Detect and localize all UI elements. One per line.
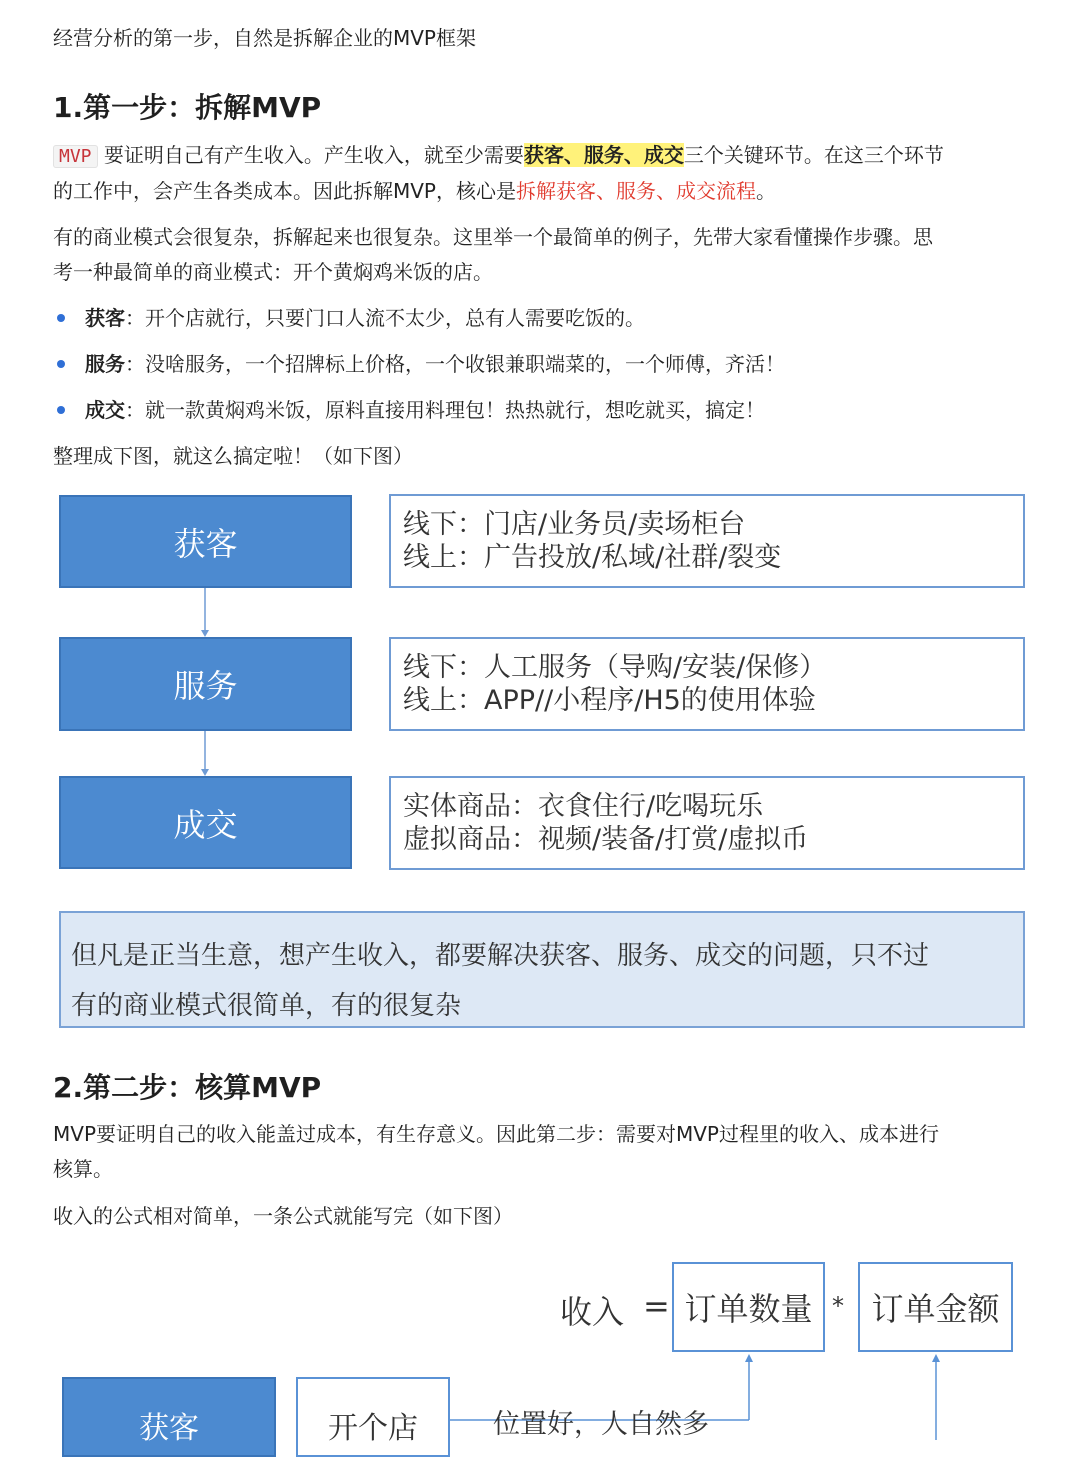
section2-paragraph2: 收入的公式相对简单，一条公式就能写完（如下图） bbox=[53, 1204, 513, 1228]
formula-note-location: 位置好，人自然多 bbox=[493, 1409, 709, 1440]
bullet-label: 获客 bbox=[85, 306, 125, 330]
formula-lhs: 收入 bbox=[560, 1293, 625, 1331]
s2-p1-line1: MVP要证明自己的收入能盖过成本，有生存意义。因此第二步：需要对MVP过程里的收入、成本进行 bbox=[53, 1122, 939, 1146]
detail-line2: 线上：APP//小程序/H5的使用体验 bbox=[403, 685, 816, 716]
flow-box-label: 获客 bbox=[173, 524, 238, 563]
formula-multiply: * bbox=[832, 1292, 844, 1320]
core-red-text: 拆解获客、服务、成交流程 bbox=[516, 179, 756, 203]
bullet-text: ：就一款黄焖鸡米饭，原料直接用料理包！热热就行，想吃就买，搞定！ bbox=[125, 398, 765, 422]
summary-note-box bbox=[59, 911, 1025, 1028]
p1-text-b: 三个关键环节。在这三个环节 bbox=[683, 143, 944, 167]
mvp-code-tag: MVP bbox=[53, 145, 98, 168]
flow-box-deal bbox=[59, 776, 352, 869]
flow-box-service bbox=[59, 637, 352, 731]
detail-box-service bbox=[389, 637, 1025, 731]
detail-box-acquisition bbox=[389, 494, 1025, 588]
key-steps-highlight: 获客、服务、成交 bbox=[523, 143, 684, 167]
formula-box-order-count bbox=[672, 1262, 825, 1352]
p1-text-a: 要证明自己有产生收入。产生收入，就至少需要 bbox=[97, 143, 524, 167]
detail-line1: 线下：门店/业务员/卖场柜台 bbox=[403, 509, 746, 540]
formula-box-label: 开个店 bbox=[328, 1411, 418, 1446]
bullet-text: ：开个店就行，只要门口人流不太少，总有人需要吃饭的。 bbox=[125, 306, 645, 330]
p1-text-d: 。 bbox=[756, 179, 776, 203]
formula-box-acquisition bbox=[62, 1377, 276, 1457]
formula-box-order-amount bbox=[858, 1262, 1013, 1352]
section1-heading: 1.第一步：拆解MVP bbox=[53, 91, 322, 124]
formula-box-open-store bbox=[296, 1377, 450, 1457]
note-line2: 有的商业模式很简单，有的很复杂 bbox=[71, 991, 462, 1021]
detail-line2: 虚拟商品：视频/装备/打赏/虚拟币 bbox=[403, 824, 809, 855]
p1-text-c: 的工作中，会产生各类成本。因此拆解MVP，核心是 bbox=[53, 179, 516, 203]
section1-paragraph3: 整理成下图，就这么搞定啦！（如下图） bbox=[53, 444, 413, 468]
section2-heading: 2.第二步：核算MVP bbox=[53, 1071, 322, 1104]
bullet-text: ：没啥服务，一个招牌标上价格，一个收银兼职端菜的，一个师傅，齐活！ bbox=[125, 352, 785, 376]
formula-equals: = bbox=[643, 1287, 670, 1325]
p2-line2: 考一种最简单的商业模式：开个黄焖鸡米饭的店。 bbox=[53, 260, 493, 284]
section2-paragraph1 bbox=[53, 1117, 1028, 1187]
detail-line2: 线上：广告投放/私域/社群/裂变 bbox=[403, 542, 782, 573]
intro-text: 经营分析的第一步，自然是拆解企业的MVP框架 bbox=[53, 26, 476, 50]
bullet-label: 成交 bbox=[85, 398, 125, 422]
formula-box-label: 订单数量 bbox=[684, 1290, 813, 1328]
flow-box-acquisition bbox=[59, 495, 352, 588]
detail-box-deal bbox=[389, 776, 1025, 870]
formula-box-label: 订单金额 bbox=[871, 1290, 1000, 1328]
p2-line1: 有的商业模式会很复杂，拆解起来也很复杂。这里举一个最简单的例子，先带大家看懂操作步骤。思 bbox=[53, 225, 933, 249]
detail-line1: 实体商品：衣食住行/吃喝玩乐 bbox=[403, 791, 764, 822]
flow-box-label: 成交 bbox=[173, 805, 238, 844]
s2-p1-line2: 核算。 bbox=[53, 1157, 113, 1181]
detail-line1: 线下：人工服务（导购/安装/保修） bbox=[403, 652, 827, 683]
bullet-label: 服务 bbox=[85, 352, 125, 376]
formula-box-label: 获客 bbox=[139, 1411, 199, 1446]
note-line1: 但凡是正当生意，想产生收入，都要解决获客、服务、成交的问题，只不过 bbox=[71, 941, 930, 971]
flow-box-label: 服务 bbox=[173, 667, 238, 705]
